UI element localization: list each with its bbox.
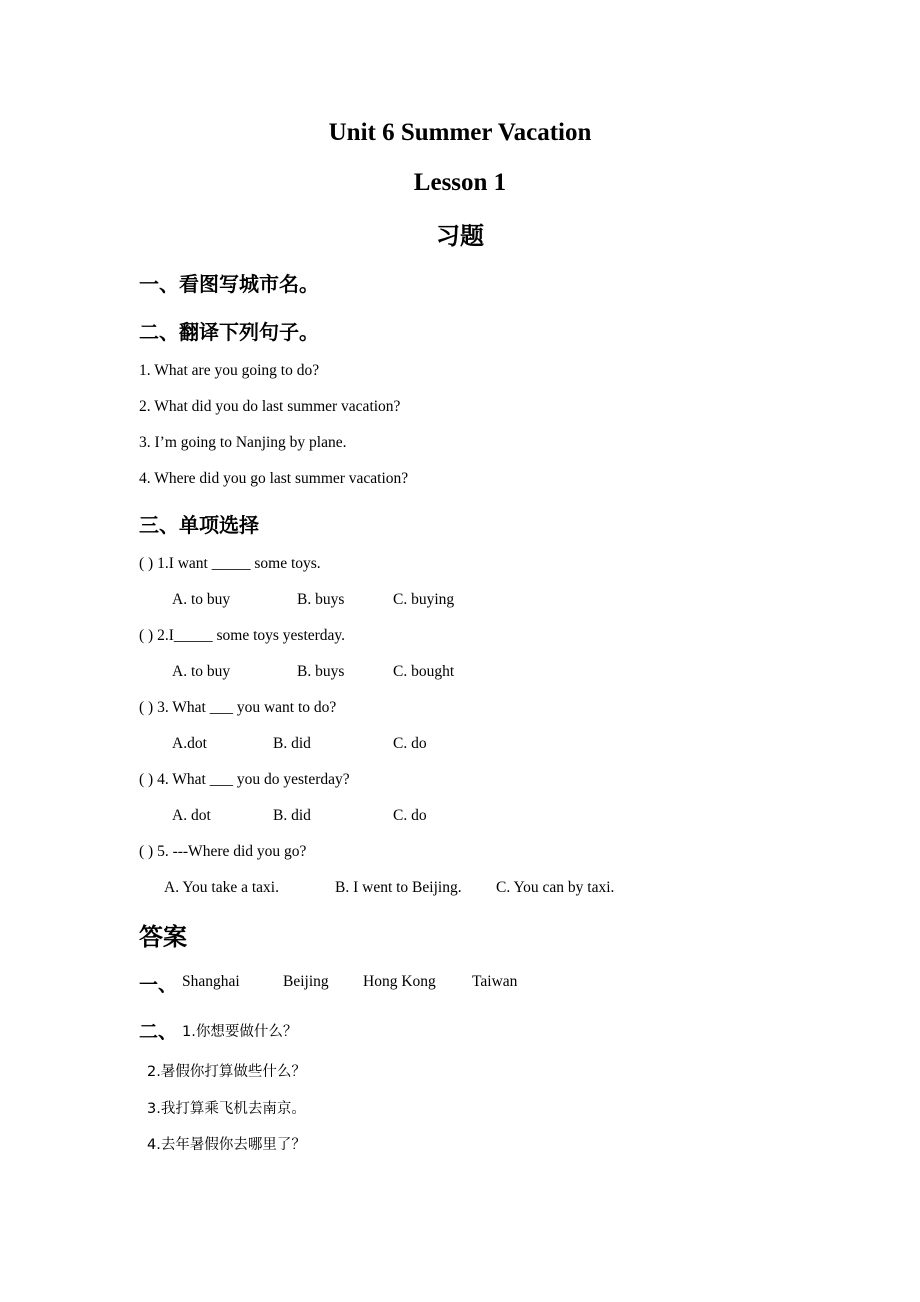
question-3-option-a: A.dot: [172, 735, 207, 752]
question-3-option-c: C. do: [393, 735, 427, 752]
answer-city-2: Beijing: [283, 973, 329, 990]
question-2-option-c: C. bought: [393, 663, 455, 680]
question-1-option-b: B. buys: [297, 591, 345, 608]
question-2-option-a: A. to buy: [172, 663, 231, 680]
answer-city-3: Hong Kong: [363, 973, 436, 990]
question-5-option-c: C. You can by taxi.: [496, 879, 615, 896]
answer-translation-3: 3.我打算乘飞机去南京。: [147, 1101, 306, 1117]
answer-part2-label: 二、: [139, 1021, 178, 1043]
section2-heading: 二、翻译下列句子。: [139, 320, 319, 344]
question-1-option-c: C. buying: [393, 591, 455, 608]
translate-sentence-4: 4. Where did you go last summer vacation?: [139, 470, 409, 487]
question-2-option-b: B. buys: [297, 663, 345, 680]
question-4-option-b: B. did: [273, 807, 311, 824]
question-1-stem: ( ) 1.I want _____ some toys.: [139, 555, 321, 572]
question-5-option-a: A. You take a taxi.: [164, 879, 279, 896]
answer-translation-4: 4.去年暑假你去哪里了？: [147, 1137, 306, 1153]
question-4-option-a: A. dot: [172, 807, 211, 824]
question-4-option-c: C. do: [393, 807, 427, 824]
answer-translation-2: 2.暑假你打算做些什么？: [147, 1064, 306, 1080]
unit-title: Unit 6 Summer Vacation: [328, 119, 592, 146]
question-3-stem: ( ) 3. What ___ you want to do?: [139, 699, 337, 716]
question-4-stem: ( ) 4. What ___ you do yesterday?: [139, 771, 350, 788]
section3-heading: 三、单项选择: [139, 513, 259, 537]
question-1-option-a: A. to buy: [172, 591, 231, 608]
question-5-option-b: B. I went to Beijing.: [335, 879, 462, 896]
question-5-stem: ( ) 5. ---Where did you go?: [139, 843, 307, 860]
answer-translation-1: 1.你想要做什么？: [182, 1024, 298, 1040]
answer-part1-label: 一、: [139, 974, 178, 996]
translate-sentence-3: 3. I’m going to Nanjing by plane.: [139, 434, 347, 451]
translate-sentence-2: 2. What did you do last summer vacation?: [139, 398, 401, 415]
answers-heading: 答案: [139, 923, 187, 951]
answer-city-1: Shanghai: [182, 973, 240, 990]
answer-city-4: Taiwan: [472, 973, 518, 990]
section1-heading: 一、看图写城市名。: [139, 272, 319, 296]
lesson-title: Lesson 1: [413, 169, 507, 196]
question-2-stem: ( ) 2.I_____ some toys yesterday.: [139, 627, 346, 644]
translate-sentence-1: 1. What are you going to do?: [139, 362, 320, 379]
question-3-option-b: B. did: [273, 735, 311, 752]
exercise-title: 习题: [436, 222, 484, 250]
